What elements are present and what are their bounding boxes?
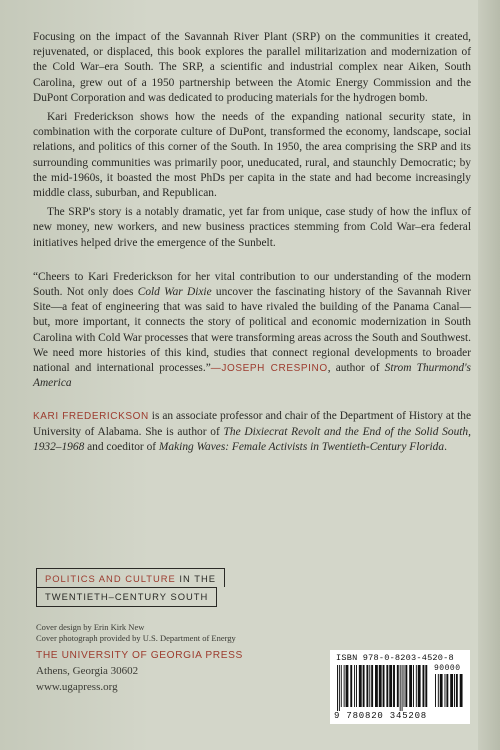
barcode-bar [440,674,443,707]
price-addon-digits: 90000 [434,664,461,673]
barcode-bar [389,665,392,707]
ean-barcode-bars [336,665,430,711]
barcode-bar [409,665,412,707]
cover-credits [36,622,236,644]
author-book-2: Making Waves: Female Activists in Twentieth-Century Florida [158,440,445,453]
barcode-bar [418,665,421,707]
barcode-bar [383,665,385,707]
cover-photo-credit: Cover photograph provided by U.S. Department of Energy [36,633,236,643]
isbn-number: ISBN 978-0-8203-4520-8 [336,653,454,663]
barcode-bar [375,665,378,707]
description-paragraph-1: Focusing on the impact of the Savannah River Plant (SRP) on the communities it created, rejuvenated, or displaced, this book explores the parallel militarization and modernization of the Cold War–era South. The SRP, a scientific and industrial complex near Aiken, South Carolina, grew out of a 1950 partnership between the Atomic Energy Commission and the DuPont Corporation and was dedicated to producing materials for the hydrogen bomb. [33,31,471,104]
barcode-bar [435,674,436,707]
barcode-bar [356,665,357,707]
publisher-url: www.ugapress.org [36,681,118,693]
series-line-2: TWENTIETH–CENTURY SOUTH [36,587,217,607]
blurb [33,270,471,392]
cover-design-credit: Cover design by Erin Kirk New [36,622,145,632]
author-book-1: The Dixiecrat Revolt and the End of the Solid South, 1932–1968 [33,425,471,453]
barcode-bar [405,665,407,707]
barcode-bar [423,665,425,707]
barcode-bar [393,665,395,707]
blurb-book-title: Cold War Dixie [137,286,212,299]
barcode-bar [341,665,342,707]
barcode-bar [445,674,446,707]
barcode-bar [446,674,448,707]
barcode-bar [402,665,403,711]
barcode-bar [363,665,365,707]
author-bio [33,409,471,455]
barcode-bar [371,665,373,707]
barcode-bar [339,665,340,711]
author-bio-text: KARI FREDERICKSON is an associate professor and chair of the Department of History at the University of Alabama. She is author of The Dixiecrat Revolt and the End of the Solid South, 1932–1968 and coeditor of Making Waves: Female Activists in Twentieth-Century Florida. [33,410,471,453]
barcode-bar [416,665,417,707]
author-name: KARI FREDERICKSON [33,411,149,423]
description-paragraph-2: Kari Frederickson shows how the needs of the expanding national security state, in combination with the corporate culture of DuPont, transformed the economy, landscape, social relations, and politics of this corner of the South. In 1950, the area comprising the SRP and its surrounding communities was primarily poor, uneducated, rural, and staunchly Democratic; by the mid-1960s, it boasted the most PhDs per capita in the state and had become increasingly middle class, suburban, and Republican. [33,111,471,200]
spine-edge [478,0,500,750]
blurb-author: JOSEPH CRESPINO [221,363,328,375]
series-line-1: POLITICS AND CULTURE IN THE [36,568,225,587]
barcode-bar [366,665,368,707]
barcode-bar [425,665,427,707]
barcode [330,650,470,724]
book-description [33,30,471,251]
barcode-bar [400,665,401,711]
barcode-bar [456,674,458,707]
barcode-bar [337,665,338,711]
blurb-author-book: Strom Thurmond's America [33,362,471,390]
barcode-bar [438,674,439,707]
barcode-bar [386,665,388,707]
series-logo [36,568,225,607]
publisher-name: THE UNIVERSITY OF GEORGIA PRESS [36,650,243,661]
ean-digits: 9 780820 345208 [334,711,428,721]
blurb-text: “Cheers to Kari Frederickson for her vital contribution to our understanding of the modern South. Not only does Cold War Dixie uncover the fascinating history of the Savannah River Site—a feat of engineering that was said to have rivaled the building of the Panama Canal—but, more important, it connects the story of political and economic modernization in South Carolina with Cold War processes that were transforming areas across the South and Southwest. We need more histories of this kind, studies that connect regional developments to broader national and international processes.”—JOSEPH CRESPINO, author of Strom Thurmond's America [33,270,471,390]
barcode-bar [460,674,463,707]
barcode-bar [450,674,453,707]
barcode-bar [354,665,355,707]
publisher-address: Athens, Georgia 30602 [36,665,139,677]
barcode-bar [369,665,370,707]
price-addon-bars [434,674,466,711]
barcode-bar [344,665,345,707]
description-paragraph-3: The SRP's story is a notably dramatic, yet far from unique, case study of how the influx of new money, new workers, and new business practices stemming from Cold War–era federal initiatives helped drive the emergence of the Sunbelt. [33,206,471,249]
barcode-bar [346,665,349,707]
barcode-bar [359,665,362,707]
barcode-bar [397,665,399,707]
barcode-bar [454,674,455,707]
barcode-bar [404,665,405,707]
cover-text [33,30,471,455]
barcode-bar [379,665,382,707]
barcode-bar [350,665,352,707]
barcode-bar [413,665,414,707]
